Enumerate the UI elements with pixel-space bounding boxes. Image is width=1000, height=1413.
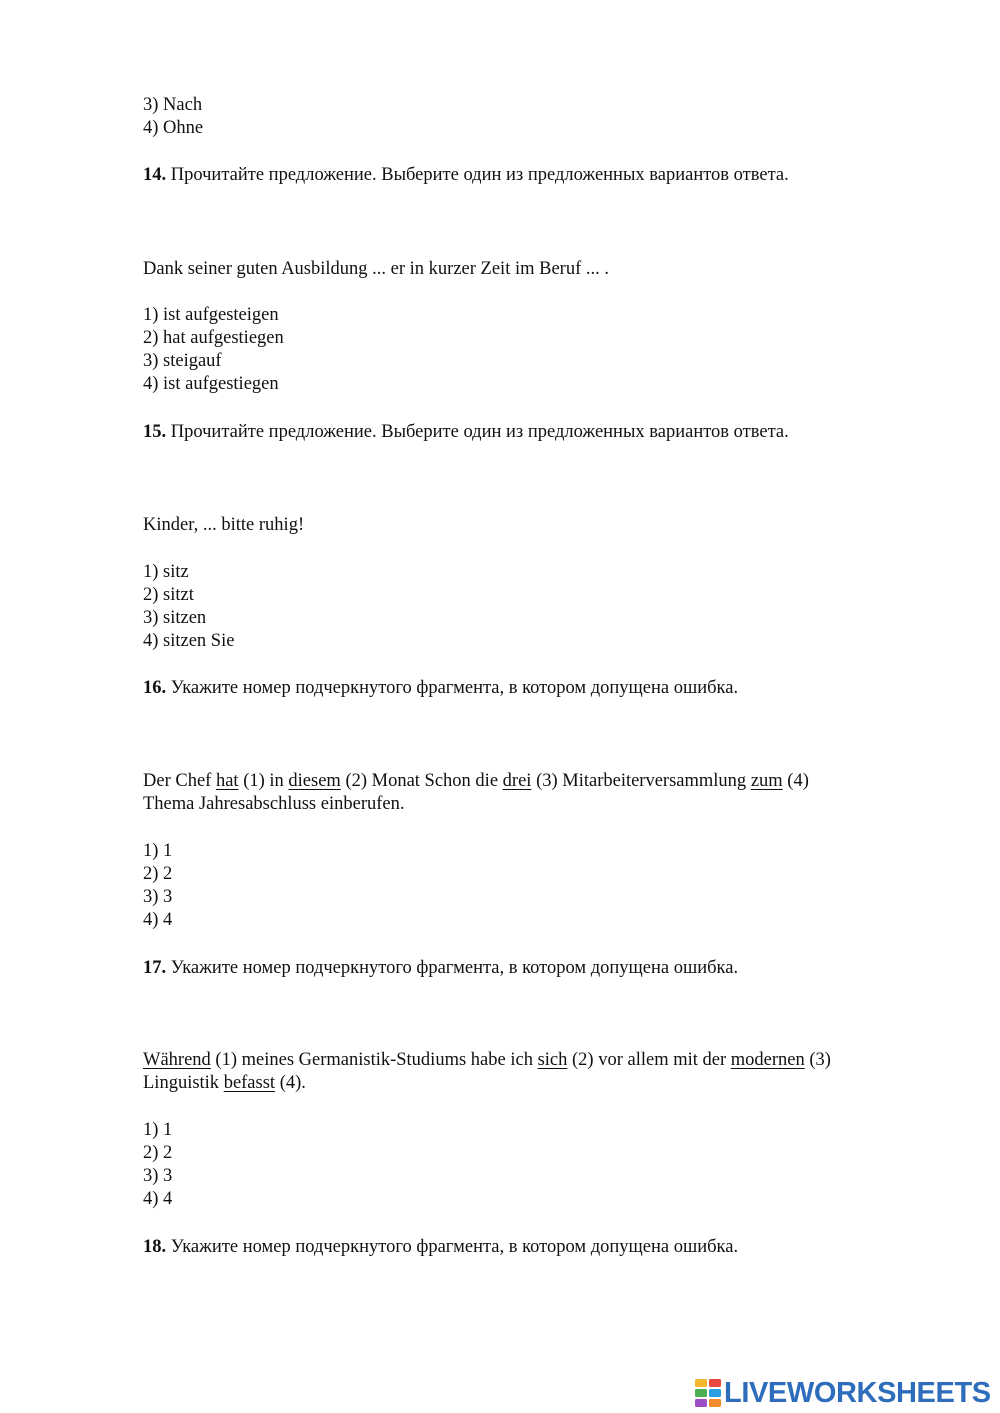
sentence-text: (2) vor allem mit der bbox=[567, 1050, 731, 1070]
underlined-fragment-2: sich bbox=[537, 1050, 568, 1070]
question-16-sentence-line-2: Thema Jahresabschluss einberufen. bbox=[143, 794, 405, 814]
option-3-prev: 3) Nach bbox=[143, 95, 203, 115]
question-17-sentence-line-1 bbox=[143, 1049, 831, 1072]
option-1: 1) ist aufgesteigen bbox=[143, 305, 279, 325]
question-number: 18. bbox=[143, 1237, 167, 1257]
option-2: 2) 2 bbox=[143, 864, 173, 884]
question-16-sentence-line-1 bbox=[143, 770, 809, 793]
option-4: 4) ist aufgestiegen bbox=[143, 374, 279, 394]
underlined-fragment-3: drei bbox=[502, 771, 532, 791]
option-3: 3) steigauf bbox=[143, 351, 222, 371]
question-15-instruction bbox=[143, 421, 789, 444]
question-number: 15. bbox=[143, 422, 167, 442]
option-1: 1) 1 bbox=[143, 841, 173, 861]
sentence-text: (2) Monat Schon die bbox=[340, 771, 503, 791]
option-4: 4) 4 bbox=[143, 1189, 173, 1209]
sentence-text: (4) bbox=[782, 771, 809, 791]
option-3: 3) 3 bbox=[143, 1166, 173, 1186]
option-3: 3) sitzen bbox=[143, 608, 207, 628]
sentence-text: Linguistik bbox=[143, 1073, 224, 1093]
instruction-text: Укажите номер подчеркнутого фрагмента, в котором допущена ошибка. bbox=[170, 678, 739, 698]
question-number: 14. bbox=[143, 165, 167, 185]
question-14-instruction bbox=[143, 164, 789, 187]
option-2: 2) 2 bbox=[143, 1143, 173, 1163]
question-17-sentence-line-2 bbox=[143, 1072, 306, 1095]
underlined-fragment-4: befasst bbox=[223, 1073, 276, 1093]
option-1: 1) 1 bbox=[143, 1120, 173, 1140]
sentence-text: (1) meines Germanistik-Studiums habe ich bbox=[210, 1050, 538, 1070]
option-2: 2) hat aufgestiegen bbox=[143, 328, 284, 348]
liveworksheets-watermark bbox=[694, 1376, 991, 1410]
underlined-fragment-1: hat bbox=[215, 771, 239, 791]
sentence-text: (3) Mitarbeiterversammlung bbox=[531, 771, 751, 791]
instruction-text: Прочитайте предложение. Выберите один из предложенных вариантов ответа. bbox=[170, 422, 789, 442]
underlined-fragment-2: diesem bbox=[288, 771, 341, 791]
question-15-sentence: Kinder, ... bitte ruhig! bbox=[143, 515, 305, 535]
option-3: 3) 3 bbox=[143, 887, 173, 907]
underlined-fragment-4: zum bbox=[750, 771, 783, 791]
sentence-text: (3) bbox=[804, 1050, 831, 1070]
question-16-instruction bbox=[143, 677, 738, 700]
question-14-sentence: Dank seiner guten Ausbildung ... er in kurzer Zeit im Beruf ... . bbox=[143, 259, 609, 279]
option-4-prev: 4) Ohne bbox=[143, 118, 204, 138]
instruction-text: Прочитайте предложение. Выберите один из предложенных вариантов ответа. bbox=[170, 165, 789, 185]
instruction-text: Укажите номер подчеркнутого фрагмента, в котором допущена ошибка. bbox=[170, 958, 739, 978]
instruction-text: Укажите номер подчеркнутого фрагмента, в котором допущена ошибка. bbox=[170, 1237, 739, 1257]
question-number: 16. bbox=[143, 678, 167, 698]
question-18-instruction bbox=[143, 1236, 738, 1259]
sentence-text: (4). bbox=[275, 1073, 306, 1093]
sentence-text: Der Chef bbox=[143, 771, 216, 791]
option-4: 4) 4 bbox=[143, 910, 173, 930]
question-17-instruction bbox=[143, 957, 738, 980]
liveworksheets-logo-icon bbox=[694, 1378, 722, 1408]
option-2: 2) sitzt bbox=[143, 585, 194, 605]
underlined-fragment-3: modernen bbox=[730, 1050, 805, 1070]
brand-name: LIVEWORKSHEETS bbox=[724, 1377, 991, 1409]
sentence-text: (1) in bbox=[238, 771, 289, 791]
option-1: 1) sitz bbox=[143, 562, 189, 582]
question-number: 17. bbox=[143, 958, 167, 978]
option-4: 4) sitzen Sie bbox=[143, 631, 235, 651]
underlined-fragment-1: Während bbox=[143, 1050, 211, 1070]
